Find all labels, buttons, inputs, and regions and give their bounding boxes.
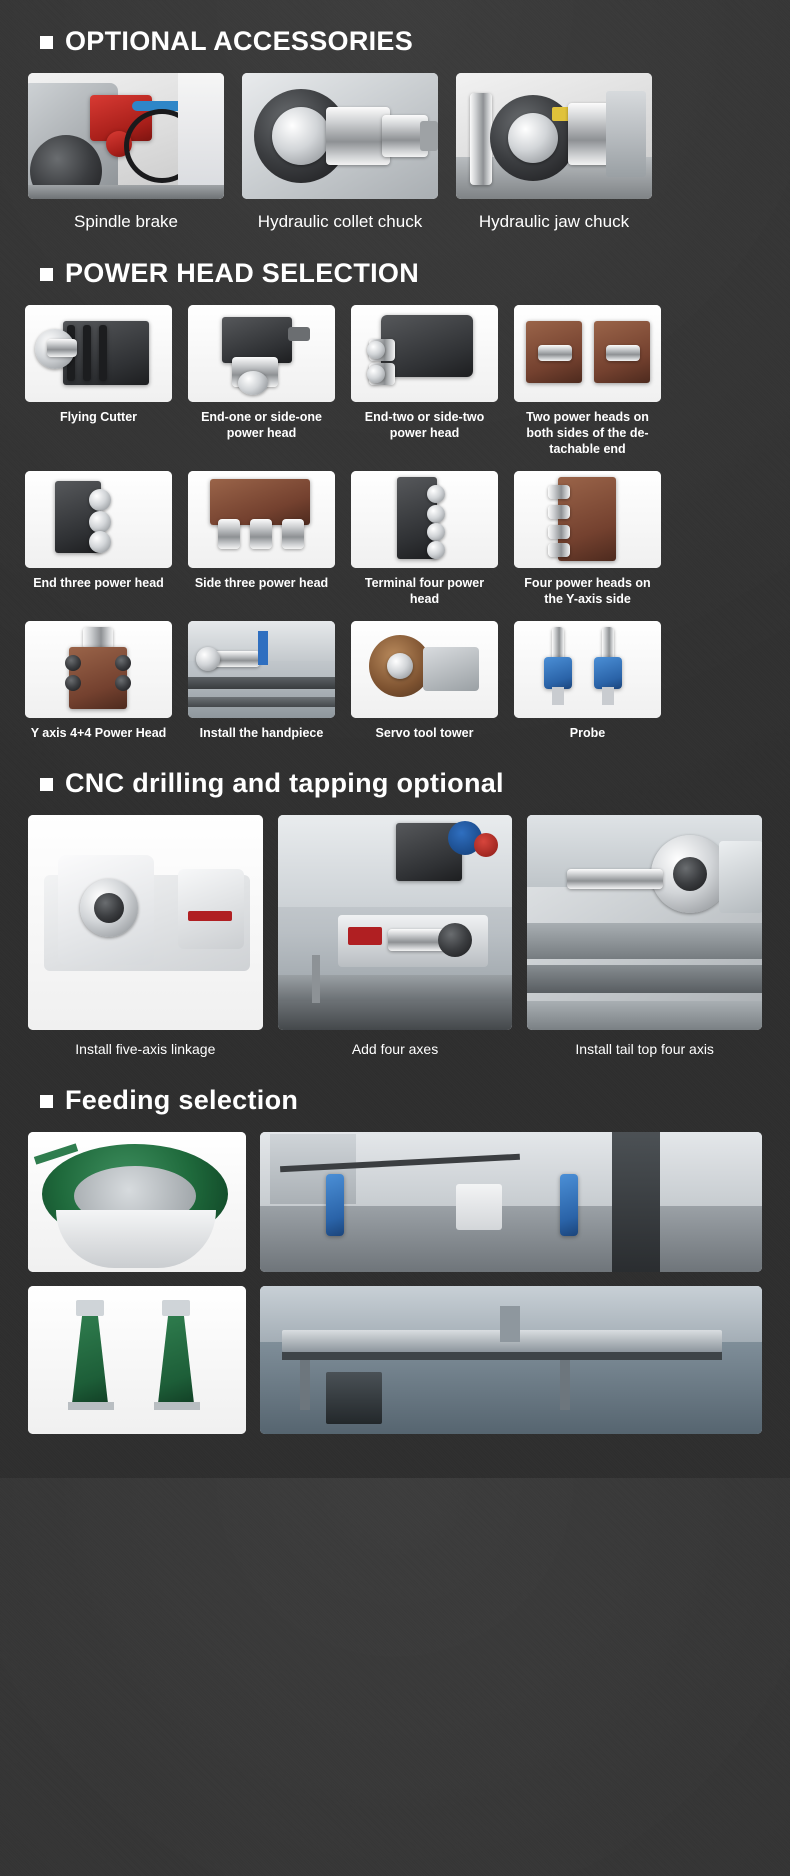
- square-bullet-icon: [40, 268, 53, 281]
- feeding-image-bar-feeder-line: [260, 1132, 762, 1272]
- power-head-caption: Flying Cutter: [59, 410, 138, 425]
- power-head-caption: End-two or side-two power head: [364, 410, 485, 440]
- power-head-image-terminal-four: [351, 471, 498, 568]
- power-head-image-flying-cutter: [25, 305, 172, 402]
- power-head-grid-row: [0, 471, 790, 607]
- section-heading-feeding-selection: [0, 1085, 790, 1116]
- power-head-card[interactable]: [351, 305, 498, 457]
- power-head-card[interactable]: [25, 471, 172, 607]
- square-bullet-icon: [40, 778, 53, 791]
- section-title: POWER HEAD SELECTION: [65, 258, 420, 289]
- accessory-image-spindle-brake: [28, 73, 224, 199]
- cnc-caption: Install tail top four axis: [575, 1041, 714, 1057]
- power-head-caption: End-one or side-one power head: [201, 410, 322, 440]
- product-spec-page: [0, 26, 790, 1478]
- cnc-image-tail-top-four-axis: [527, 815, 762, 1030]
- power-head-caption: Probe: [569, 726, 606, 741]
- power-head-card[interactable]: [351, 621, 498, 742]
- section-heading-optional-accessories: [0, 26, 790, 57]
- power-head-caption: Two power heads on both sides of the de-tachable end: [526, 410, 649, 456]
- cnc-caption: Add four axes: [351, 1041, 439, 1057]
- power-head-image-end-two-side-two: [351, 305, 498, 402]
- power-head-card[interactable]: [514, 621, 661, 742]
- accessory-card[interactable]: [242, 73, 438, 232]
- power-head-caption: Install the handpiece: [199, 726, 324, 741]
- power-head-image-side-three: [188, 471, 335, 568]
- power-head-image-y-axis-4-plus-4: [25, 621, 172, 718]
- feeding-image-gantry-loader: [260, 1286, 762, 1434]
- power-head-caption: Four power heads on the Y-axis side: [524, 576, 651, 606]
- cnc-card[interactable]: [278, 815, 513, 1059]
- feeding-row: [28, 1286, 762, 1434]
- power-head-grid-row: [0, 305, 790, 457]
- accessory-image-hydraulic-collet-chuck: [242, 73, 438, 199]
- power-head-image-install-handpiece: [188, 621, 335, 718]
- feeding-image-conveyor-stands: [28, 1286, 246, 1434]
- section-heading-power-head-selection: [0, 258, 790, 289]
- section-title: OPTIONAL ACCESSORIES: [65, 26, 414, 56]
- power-head-image-probe: [514, 621, 661, 718]
- power-head-card[interactable]: [25, 621, 172, 742]
- power-head-caption: End three power head: [33, 576, 164, 591]
- cnc-image-add-four-axes: [278, 815, 513, 1030]
- power-head-card[interactable]: [25, 305, 172, 457]
- power-head-image-two-power-heads-both-sides: [514, 305, 661, 402]
- feeding-card[interactable]: [260, 1132, 762, 1272]
- accessory-card[interactable]: [28, 73, 224, 232]
- power-head-card[interactable]: [351, 471, 498, 607]
- feeding-card[interactable]: [28, 1132, 246, 1272]
- power-head-caption: Side three power head: [194, 576, 329, 591]
- section-heading-cnc-drilling: [0, 768, 790, 799]
- square-bullet-icon: [40, 1095, 53, 1108]
- power-head-card[interactable]: [188, 621, 335, 742]
- cnc-card[interactable]: [28, 815, 263, 1059]
- power-head-grid-row: [0, 621, 790, 742]
- cnc-caption: Install five-axis linkage: [75, 1041, 216, 1057]
- feeding-card[interactable]: [28, 1286, 246, 1434]
- accessory-caption: Hydraulic collet chuck: [257, 212, 423, 231]
- power-head-card[interactable]: [514, 305, 661, 457]
- accessory-image-hydraulic-jaw-chuck: [456, 73, 652, 199]
- feeding-card[interactable]: [260, 1286, 762, 1434]
- feeding-image-bowl-feeder: [28, 1132, 246, 1272]
- section-title: Feeding selection: [65, 1084, 299, 1115]
- cnc-image-five-axis-linkage: [28, 815, 263, 1030]
- power-head-image-end-one-side-one: [188, 305, 335, 402]
- power-head-card[interactable]: [188, 471, 335, 607]
- power-head-card[interactable]: [188, 305, 335, 457]
- power-head-caption: Servo tool tower: [375, 726, 474, 741]
- cnc-card[interactable]: [527, 815, 762, 1059]
- accessory-card[interactable]: [456, 73, 652, 232]
- section-title: CNC drilling and tapping optional: [65, 768, 504, 798]
- power-head-card[interactable]: [514, 471, 661, 607]
- accessory-caption: Hydraulic jaw chuck: [478, 212, 630, 231]
- optional-accessories-grid: [0, 73, 790, 232]
- power-head-caption: Y axis 4+4 Power Head: [30, 726, 167, 741]
- power-head-image-four-power-heads-y-axis: [514, 471, 661, 568]
- cnc-drilling-grid: [0, 815, 790, 1059]
- power-head-image-end-three: [25, 471, 172, 568]
- feeding-row: [28, 1132, 762, 1272]
- accessory-caption: Spindle brake: [74, 212, 178, 231]
- power-head-caption: Terminal four power head: [364, 576, 485, 606]
- power-head-image-servo-tool-tower: [351, 621, 498, 718]
- feeding-selection-grid: [0, 1132, 790, 1434]
- square-bullet-icon: [40, 36, 53, 49]
